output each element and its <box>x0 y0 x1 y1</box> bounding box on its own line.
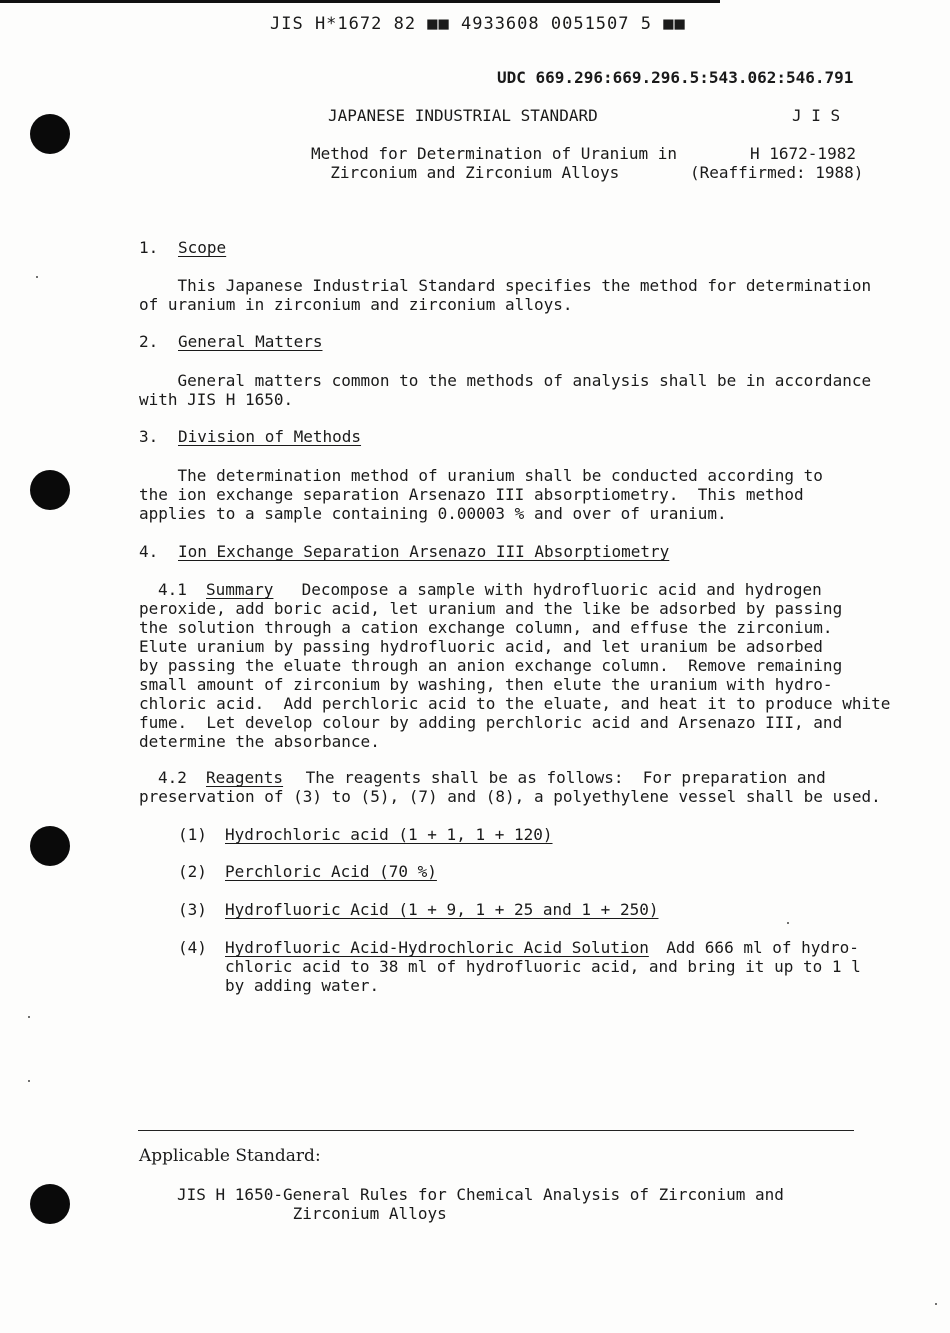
reagent-2-name: Perchloric Acid (70 %) <box>225 862 437 881</box>
reagent-1-name: Hydrochloric acid (1 + 1, 1 + 120) <box>225 825 553 844</box>
reagent-4-description: chloric acid to 38 ml of hydrofluoric acid, and bring it up to 1 l by adding water. <box>225 957 861 995</box>
applicable-standard-label: Applicable Standard: <box>139 1146 321 1166</box>
section-3-title: Division of Methods <box>178 427 362 446</box>
punch-hole <box>30 470 70 510</box>
section-2-title: General Matters <box>178 332 323 351</box>
subsection-4-2-first-line: The reagents shall be as follows: For preparation and <box>296 768 826 787</box>
reagent-3-number: (3) <box>178 900 207 919</box>
reagent-4-first-line <box>647 938 859 957</box>
reagent-4-name: Hydrofluoric Acid-Hydrochloric Acid Solution <box>225 938 649 957</box>
section-3-number: 3. <box>139 427 159 446</box>
section-2-number: 2. <box>139 332 159 351</box>
subsection-4-2-body: preservation of (3) to (5), (7) and (8), a polyethylene vessel shall be used. <box>139 787 881 806</box>
section-4-title: Ion Exchange Separation Arsenazo III Absorptiometry <box>178 542 670 561</box>
scan-speck <box>935 1303 937 1305</box>
section-1-number: 1. <box>139 238 159 257</box>
document-number: H 1672-1982 <box>750 144 856 163</box>
scan-speck <box>28 1080 30 1082</box>
reaffirmed-date: (Reaffirmed: 1988) <box>690 163 864 182</box>
section-1-title: Scope <box>178 238 227 257</box>
applicable-standard-text: JIS H 1650-General Rules for Chemical Analysis of Zirconium and Zirconium Alloys <box>177 1185 784 1223</box>
section-4-number: 4. <box>139 542 159 561</box>
subsection-4-1-first-line: Decompose a sample with hydrofluoric acid and hydrogen <box>292 580 822 599</box>
document-title: Method for Determination of Uranium in Zirconium and Zirconium Alloys <box>311 144 678 182</box>
punch-hole <box>30 1184 70 1224</box>
scan-speck <box>28 1016 30 1018</box>
reagent-3-name: Hydrofluoric Acid (1 + 9, 1 + 25 and 1 + 250) <box>225 900 659 919</box>
subsection-4-2-title: Reagents <box>206 768 284 787</box>
header-code: JIS H*1672 82 ■■ 4933608 0051507 5 ■■ <box>270 14 686 34</box>
standard-title: JAPANESE INDUSTRIAL STANDARD <box>328 106 598 125</box>
section-1-body: This Japanese Industrial Standard specifies the method for determination of uranium in zirconium and zirconium alloys. <box>139 276 872 314</box>
scan-speck <box>787 922 789 924</box>
top-border-line <box>0 0 720 3</box>
punch-hole <box>30 114 70 154</box>
footer-rule <box>138 1130 854 1131</box>
reagent-4-number: (4) <box>178 938 207 957</box>
jis-mark: J I S <box>792 106 841 125</box>
scan-speck <box>36 276 38 278</box>
subsection-4-1-body: peroxide, add boric acid, let uranium and the like be adsorbed by passing the solution through a cation exchange column, and effuse the zirconium. Elute uranium by passing hydrofluoric acid, and let uranium be adsorbed by passing the eluate through an anion exchange column. Remove remaining small amount of zirconium by washing, then elute the uranium with hydro- chloric acid. Add perchloric acid to the eluate, and heat it to produce white fume. Let develop colour by adding perchloric acid and Arsenazo III, and determine the absorbance. <box>139 599 891 751</box>
reagent-4-desc-line-1: Add 666 ml of hydro- <box>647 938 859 957</box>
subsection-4-2-number: 4.2 <box>158 768 187 787</box>
subsection-4-1-number: 4.1 <box>158 580 187 599</box>
section-2-body: General matters common to the methods of analysis shall be in accordance with JIS H 1650. <box>139 371 872 409</box>
subsection-4-1-title: Summary <box>206 580 274 599</box>
punch-hole <box>30 826 70 866</box>
reagent-1-number: (1) <box>178 825 207 844</box>
udc-number: UDC 669.296:669.296.5:543.062:546.791 <box>497 68 854 87</box>
reagent-2-number: (2) <box>178 862 207 881</box>
section-3-body: The determination method of uranium shall be conducted according to the ion exchange separation Arsenazo III absorptiometry. This method applies to a sample containing 0.00003 % and over of uranium. <box>139 466 823 523</box>
